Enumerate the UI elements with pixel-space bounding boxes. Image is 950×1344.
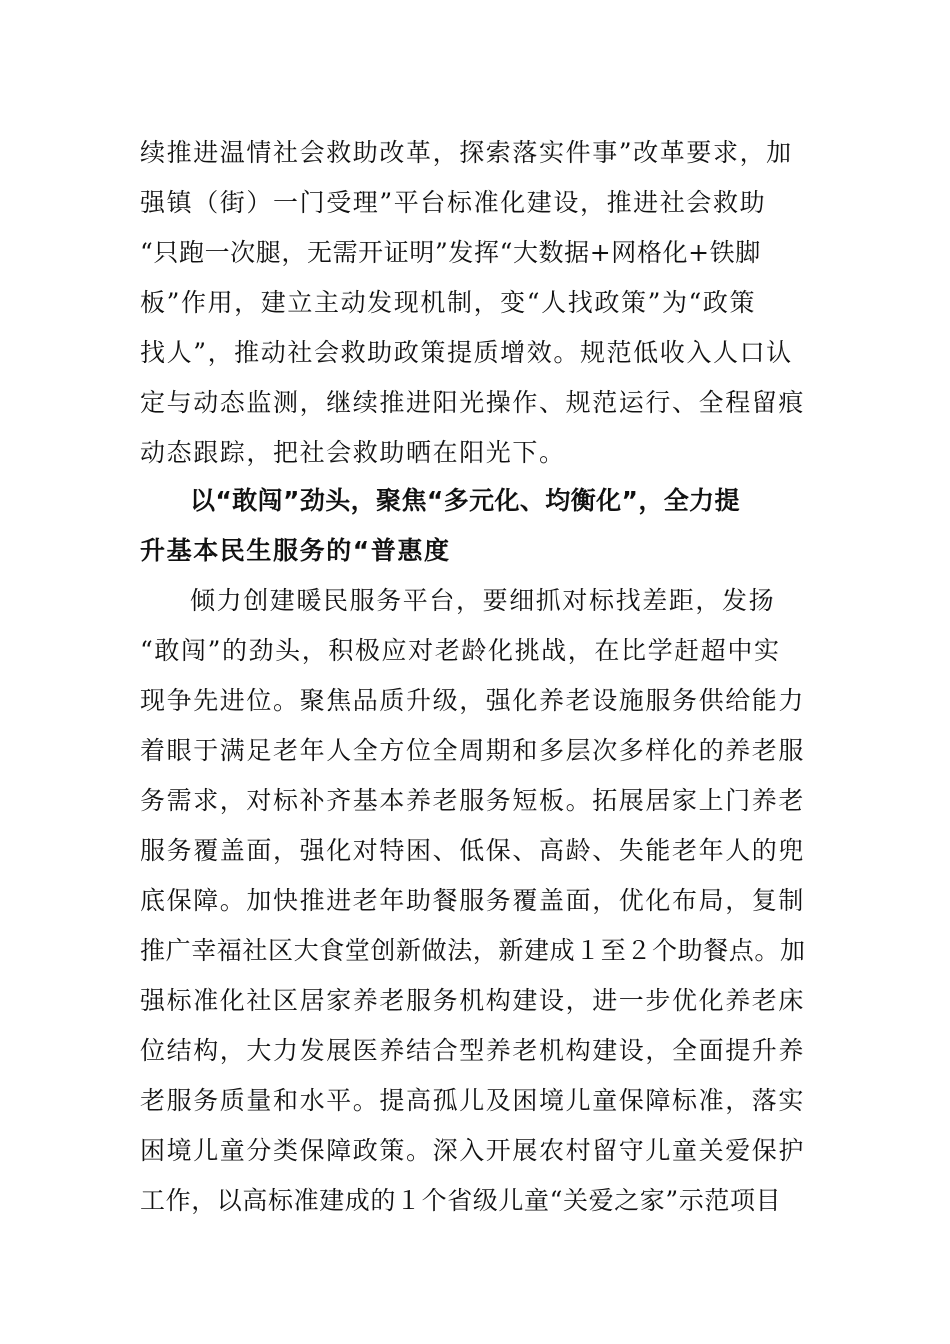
paragraph-social-assistance xyxy=(140,128,810,478)
paragraph-line: 底保障。加快推进老年助餐服务覆盖面，优化布局，复制 xyxy=(140,886,806,915)
paragraph-elderly-services xyxy=(140,576,810,1226)
paragraph-line: 老服务质量和水平。提高孤儿及困境儿童保障标准，落实 xyxy=(140,1086,806,1115)
paragraph-line: 板”作用，建立主动发现机制，变“人找政策”为“政策 xyxy=(140,288,757,317)
paragraph-line: 务需求，对标补齐基本养老服务短板。拓展居家上门养老 xyxy=(140,786,806,815)
paragraph-line: 续推进温情社会救助改革，探索落实件事”改革要求，加 xyxy=(140,138,793,167)
heading-line: 以“敢闯”劲头，聚焦“多元化、均衡化”，全力提 xyxy=(190,486,740,515)
paragraph-line: 服务覆盖面，强化对特困、低保、高龄、失能老年人的兜 xyxy=(140,836,806,865)
paragraph-line: 困境儿童分类保障政策。深入开展农村留守儿童关爱保护 xyxy=(140,1136,806,1165)
paragraph-line: 工作，以高标准建成的１个省级儿童“关爱之家”示范项目 xyxy=(140,1186,782,1215)
paragraph-line: “只跑一次腿，无需开证明”发挥“大数据+网格化+铁脚 xyxy=(140,238,761,267)
paragraph-line: 现争先进位。聚焦品质升级，强化养老设施服务供给能力 xyxy=(140,686,806,715)
paragraph-line: 位结构，大力发展医养结合型养老机构建设，全面提升养 xyxy=(140,1036,806,1065)
paragraph-line: 强镇（街）一门受理”平台标准化建设，推进社会救助 xyxy=(140,188,767,217)
paragraph-line: 着眼于满足老年人全方位全周期和多层次多样化的养老服 xyxy=(140,736,806,765)
paragraph-line: 定与动态监测，继续推进阳光操作、规范运行、全程留痕 xyxy=(140,388,806,417)
paragraph-line: 倾力创建暖民服务平台，要细抓对标找差距，发扬 xyxy=(190,586,776,615)
section-heading xyxy=(140,476,810,576)
paragraph-line: “敢闯”的劲头，积极应对老龄化挑战，在比学赶超中实 xyxy=(140,636,781,665)
paragraph-line: 强标准化社区居家养老服务机构建设，进一步优化养老床 xyxy=(140,986,806,1015)
paragraph-line: 找人”，推动社会救助政策提质增效。规范低收入人口认 xyxy=(140,338,793,367)
paragraph-line: 推广幸福社区大食堂创新做法，新建成１至２个助餐点。加 xyxy=(140,936,806,965)
paragraph-line: 动态跟踪，把社会救助晒在阳光下。 xyxy=(140,438,566,467)
heading-line: 升基本民生服务的“普惠度 xyxy=(140,536,451,565)
